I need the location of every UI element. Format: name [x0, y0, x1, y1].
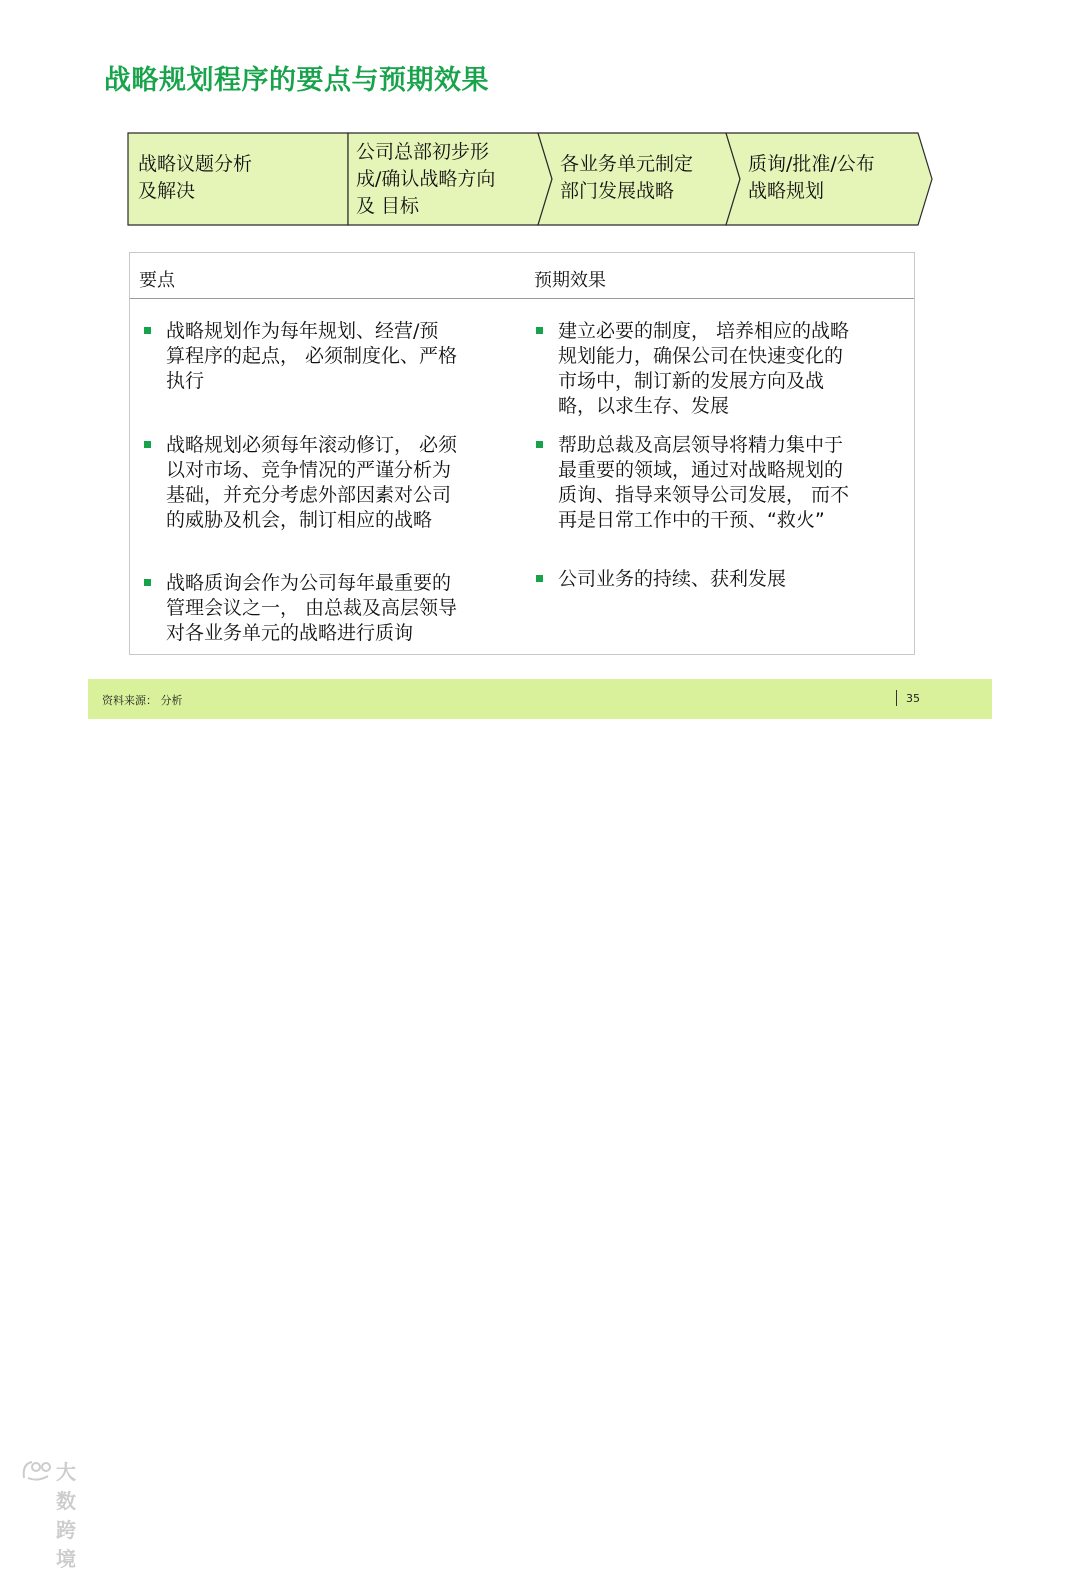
watermark-text: 大数跨境 [56, 1460, 76, 1571]
footer-bar [88, 679, 992, 719]
page-title: 战略规划程序的要点与预期效果 [104, 65, 489, 96]
page-number: 35 [906, 692, 920, 705]
points-effects-table [129, 252, 915, 655]
key-point-item: 战略规划必须每年滚动修订， 必须 以对市场、竞争情况的严谨分析为 基础，并充分考虑外部因素对公司 的威胁及机会，制订相应的战略 [144, 433, 514, 533]
footer-divider [896, 690, 897, 706]
key-point-item: 战略质询会作为公司每年最重要的 管理会议之一， 由总裁及高层领导 对各业务单元的战略进行质询 [144, 571, 514, 646]
bullet-square-icon [144, 579, 151, 586]
expected-effect-item: 帮助总裁及高层领导将精力集中于 最重要的领域，通过对战略规划的 质询、指导来领导公司发展， 而不 再是日常工作中的干预、“救火” [536, 433, 908, 533]
bullet-square-icon [144, 327, 151, 334]
source-note: 资料来源： 分析 [102, 694, 183, 707]
process-flow [128, 132, 932, 226]
expected-effect-item: 建立必要的制度， 培养相应的战略 规划能力，确保公司在快速变化的 市场中，制订新的发展方向及战 略，以求生存、发展 [536, 319, 908, 419]
process-step-1: 战略议题分析 及解决 [138, 153, 253, 202]
expected-effect-item: 公司业务的持续、获利发展 [536, 567, 908, 592]
table-header-row [130, 253, 914, 299]
process-step-2: 公司总部初步形 成/确认战略方向 及 目标 [356, 141, 496, 217]
process-step-4: 质询/批准/公布 战略规划 [748, 153, 875, 202]
bullet-square-icon [536, 441, 543, 448]
bullet-square-icon [536, 327, 543, 334]
watermark-logo-icon [20, 1458, 54, 1482]
column-header-expected-effects: 预期效果 [534, 270, 606, 291]
key-point-item: 战略规划作为每年规划、经营/预 算程序的起点， 必须制度化、严格 执行 [144, 319, 514, 394]
process-step-3: 各业务单元制定 部门发展战略 [560, 153, 694, 202]
column-header-key-points: 要点 [139, 270, 175, 291]
bullet-square-icon [536, 575, 543, 582]
bullet-square-icon [144, 441, 151, 448]
